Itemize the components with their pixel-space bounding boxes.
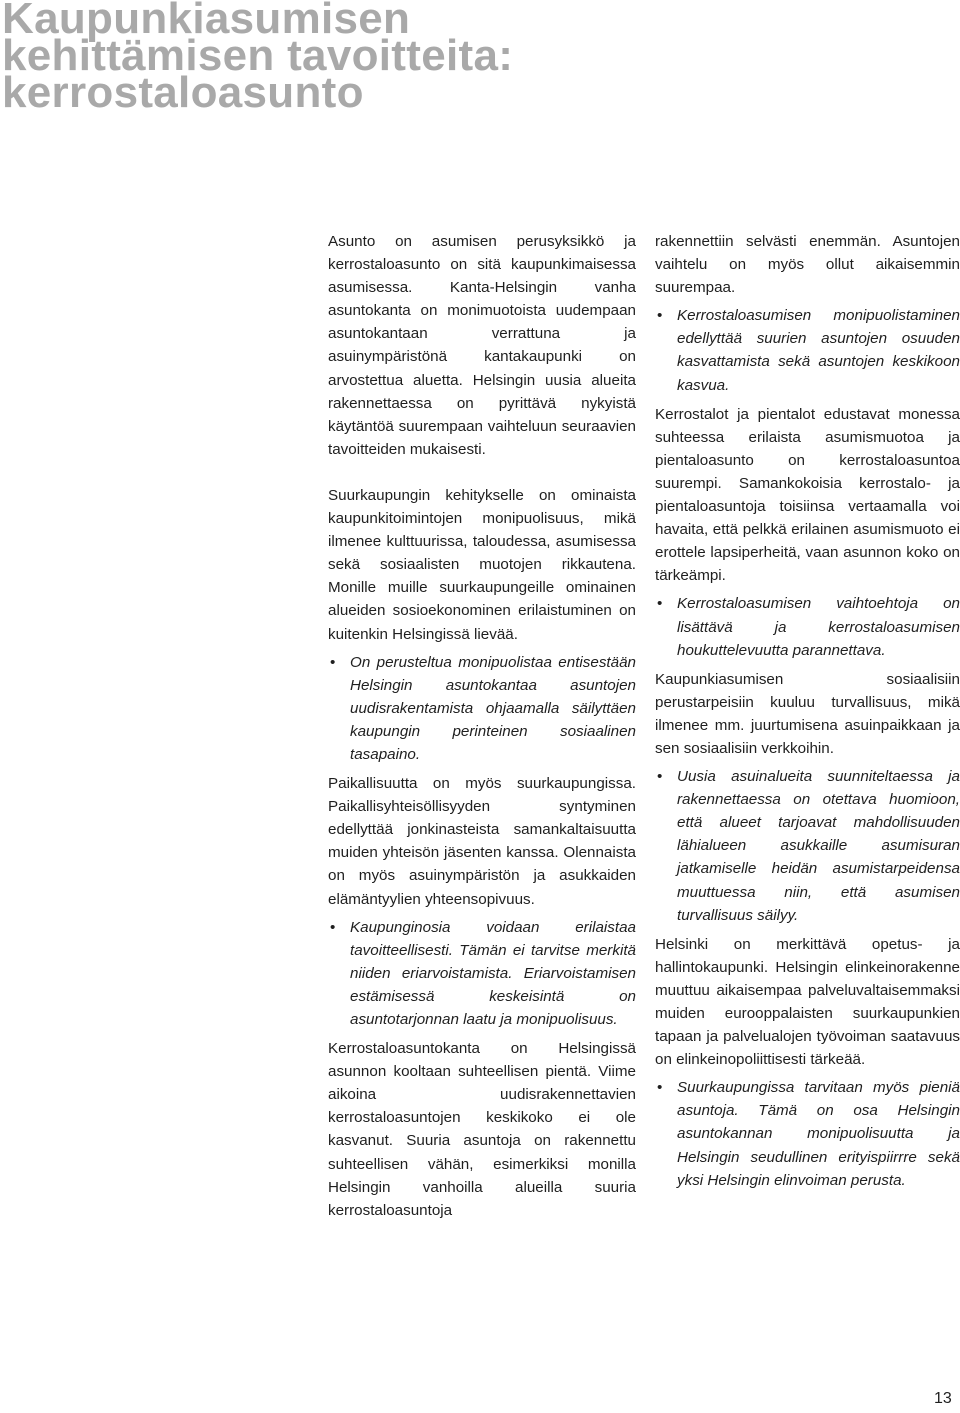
bullet-icon: • — [657, 595, 663, 613]
paragraph: Kerrostaloasuntokanta on Helsingissä asunnon kooltaan suhteellisen pientä. Viime aikoina uudisrakennettavien kerrostaloasuntojen keskikoko ei ole kasvanut. Suuria asuntoja on rakennettu suhteellisen vähän, esimerkiksi monilla Helsingin vanhoilla alueilla suuria kerrostaloasuntoja — [328, 1040, 636, 1219]
right-column — [655, 230, 960, 1198]
paragraph: rakennettiin selvästi enemmän. Asuntojen vaihtelu on myös ollut aikaisemmin suurempaa. — [655, 233, 960, 297]
bullet-item — [328, 651, 636, 766]
paragraph: Paikallisuutta on myös suurkaupungissa. Paikallisyhteisöllisyyden syntyminen edellyttää jonkinasteista samankaltaisuutta muiden yhteisön jäsenten kanssa. Olennaista on myös asuinympäristön ja asukkaiden elämäntyylien yhteensopivuus. — [328, 775, 636, 908]
page-number: 13 — [934, 1390, 952, 1407]
paragraph: Kaupunkiasumisen sosiaalisiin perustarpeisiin kuuluu turvallisuus, mikä ilmenee mm. juurtumisena asuinpaikkaan ja sen sosiaalisiin verkkoihin. — [655, 670, 960, 757]
bullet-item — [328, 916, 636, 1031]
bullet-item — [655, 592, 960, 661]
bullet-icon: • — [330, 653, 336, 671]
bullet-icon: • — [657, 1079, 663, 1097]
paragraph: Asunto on asumisen perusyksikkö ja kerrostaloasunto on sitä kaupunkimaisessa asumisessa. Kanta-Helsingin vanha asuntokanta on monimuotoista uudempaan asuntokantaan verrattuna ja asuinympäristönä kantakaupunki on arvostettua aluetta. Helsingin uusia alueita rakennettaessa on pyrittävä nykyistä käytäntöä suurempaan vaihteluun seuraavien tavoitteiden mukaisesti. — [328, 233, 636, 458]
page-title — [2, 0, 514, 117]
bullet-text: Uusia asuinalueita suunniteltaessa ja rakennettaessa on otettava huomioon, että alueet tarjoavat mahdollisuuden lähialueen asukkaille asumisuran jatkamiselle heidän asumistarpeidensa muuttuessa niin, että asumisen turvallisuus säilyy. — [677, 768, 960, 924]
bullet-icon: • — [657, 307, 663, 325]
title-line-1: Kaupunkiasumisen — [2, 0, 411, 43]
bullet-text: Kerrostaloasumisen vaihtoehtoja on lisättävä ja kerrostaloasumisen houkuttelevuutta parannettava. — [677, 595, 960, 659]
bullet-item — [655, 1076, 960, 1191]
bullet-item — [655, 304, 960, 396]
bullet-text: Kerrostaloasumisen monipuolistaminen edellyttää suurien asuntojen osuuden kasvattamista sekä asuntojen keskikoon kasvua. — [677, 307, 960, 394]
bullet-text: Suurkaupungissa tarvitaan myös pieniä asuntoja. Tämä on osa Helsingin asuntokannan monipuolisuutta ja Helsingin seudullinen erityispiirrre sekä yksi Helsingin elinvoiman perusta. — [677, 1079, 960, 1189]
bullet-text: On perusteltua monipuolistaa entisestään Helsingin asuntokantaa asuntojen uudisrakentamista ohjaamalla säilyttäen kaupungin perinteinen sosiaalinen tasapaino. — [350, 653, 636, 763]
paragraph: Suurkaupungin kehitykselle on ominaista kaupunkitoimintojen monipuolisuus, mikä ilmenee kulttuurissa, taloudessa, asumisessa sekä sosiaalisten muotojen rikkautena. Monille muille suurkaupungeille ominainen alueiden sosioekonominen erilaistuminen on kuitenkin Helsingissä lievää. — [328, 486, 636, 643]
paragraph: Helsinki on merkittävä opetus- ja hallintokaupunki. Helsingin elinkeinorakenne muuttuu aikaisempaa palveluvaltaisemmaksi muiden eurooppalaisten suurkaupunkien tapaan ja palvelualojen työvoiman saatavuus on elinkeinopoliittisesti tärkeää. — [655, 935, 960, 1069]
bullet-item — [655, 765, 960, 927]
left-column — [328, 230, 636, 1222]
title-line-3: kerrostaloasunto — [2, 68, 364, 117]
title-line-2: kehittämisen tavoitteita: — [2, 31, 514, 80]
bullet-icon: • — [330, 918, 336, 936]
bullet-icon: • — [657, 768, 663, 786]
bullet-text: Kaupunginosia voidaan erilaistaa tavoitteellisesti. Tämän ei tarvitse merkitä niiden eriarvoistamista. Eriarvoistamisen estämisessä keskeisintä on asuntotarjonnan laatu ja monipuolisuus. — [350, 918, 636, 1028]
paragraph: Kerrostalot ja pientalot edustavat monessa suhteessa erilaista asumismuotoa ja pientaloasunto on kerrostaloasuntoa suurempi. Samankokoisia kerrostalo- ja pientaloasuntoja toisiinsa vertaamalla voi havaita, että pelkkä erilainen asumismuoto ei erottele lapsiperheitä, vaan asunnon koko on tärkeämpi. — [655, 405, 960, 585]
